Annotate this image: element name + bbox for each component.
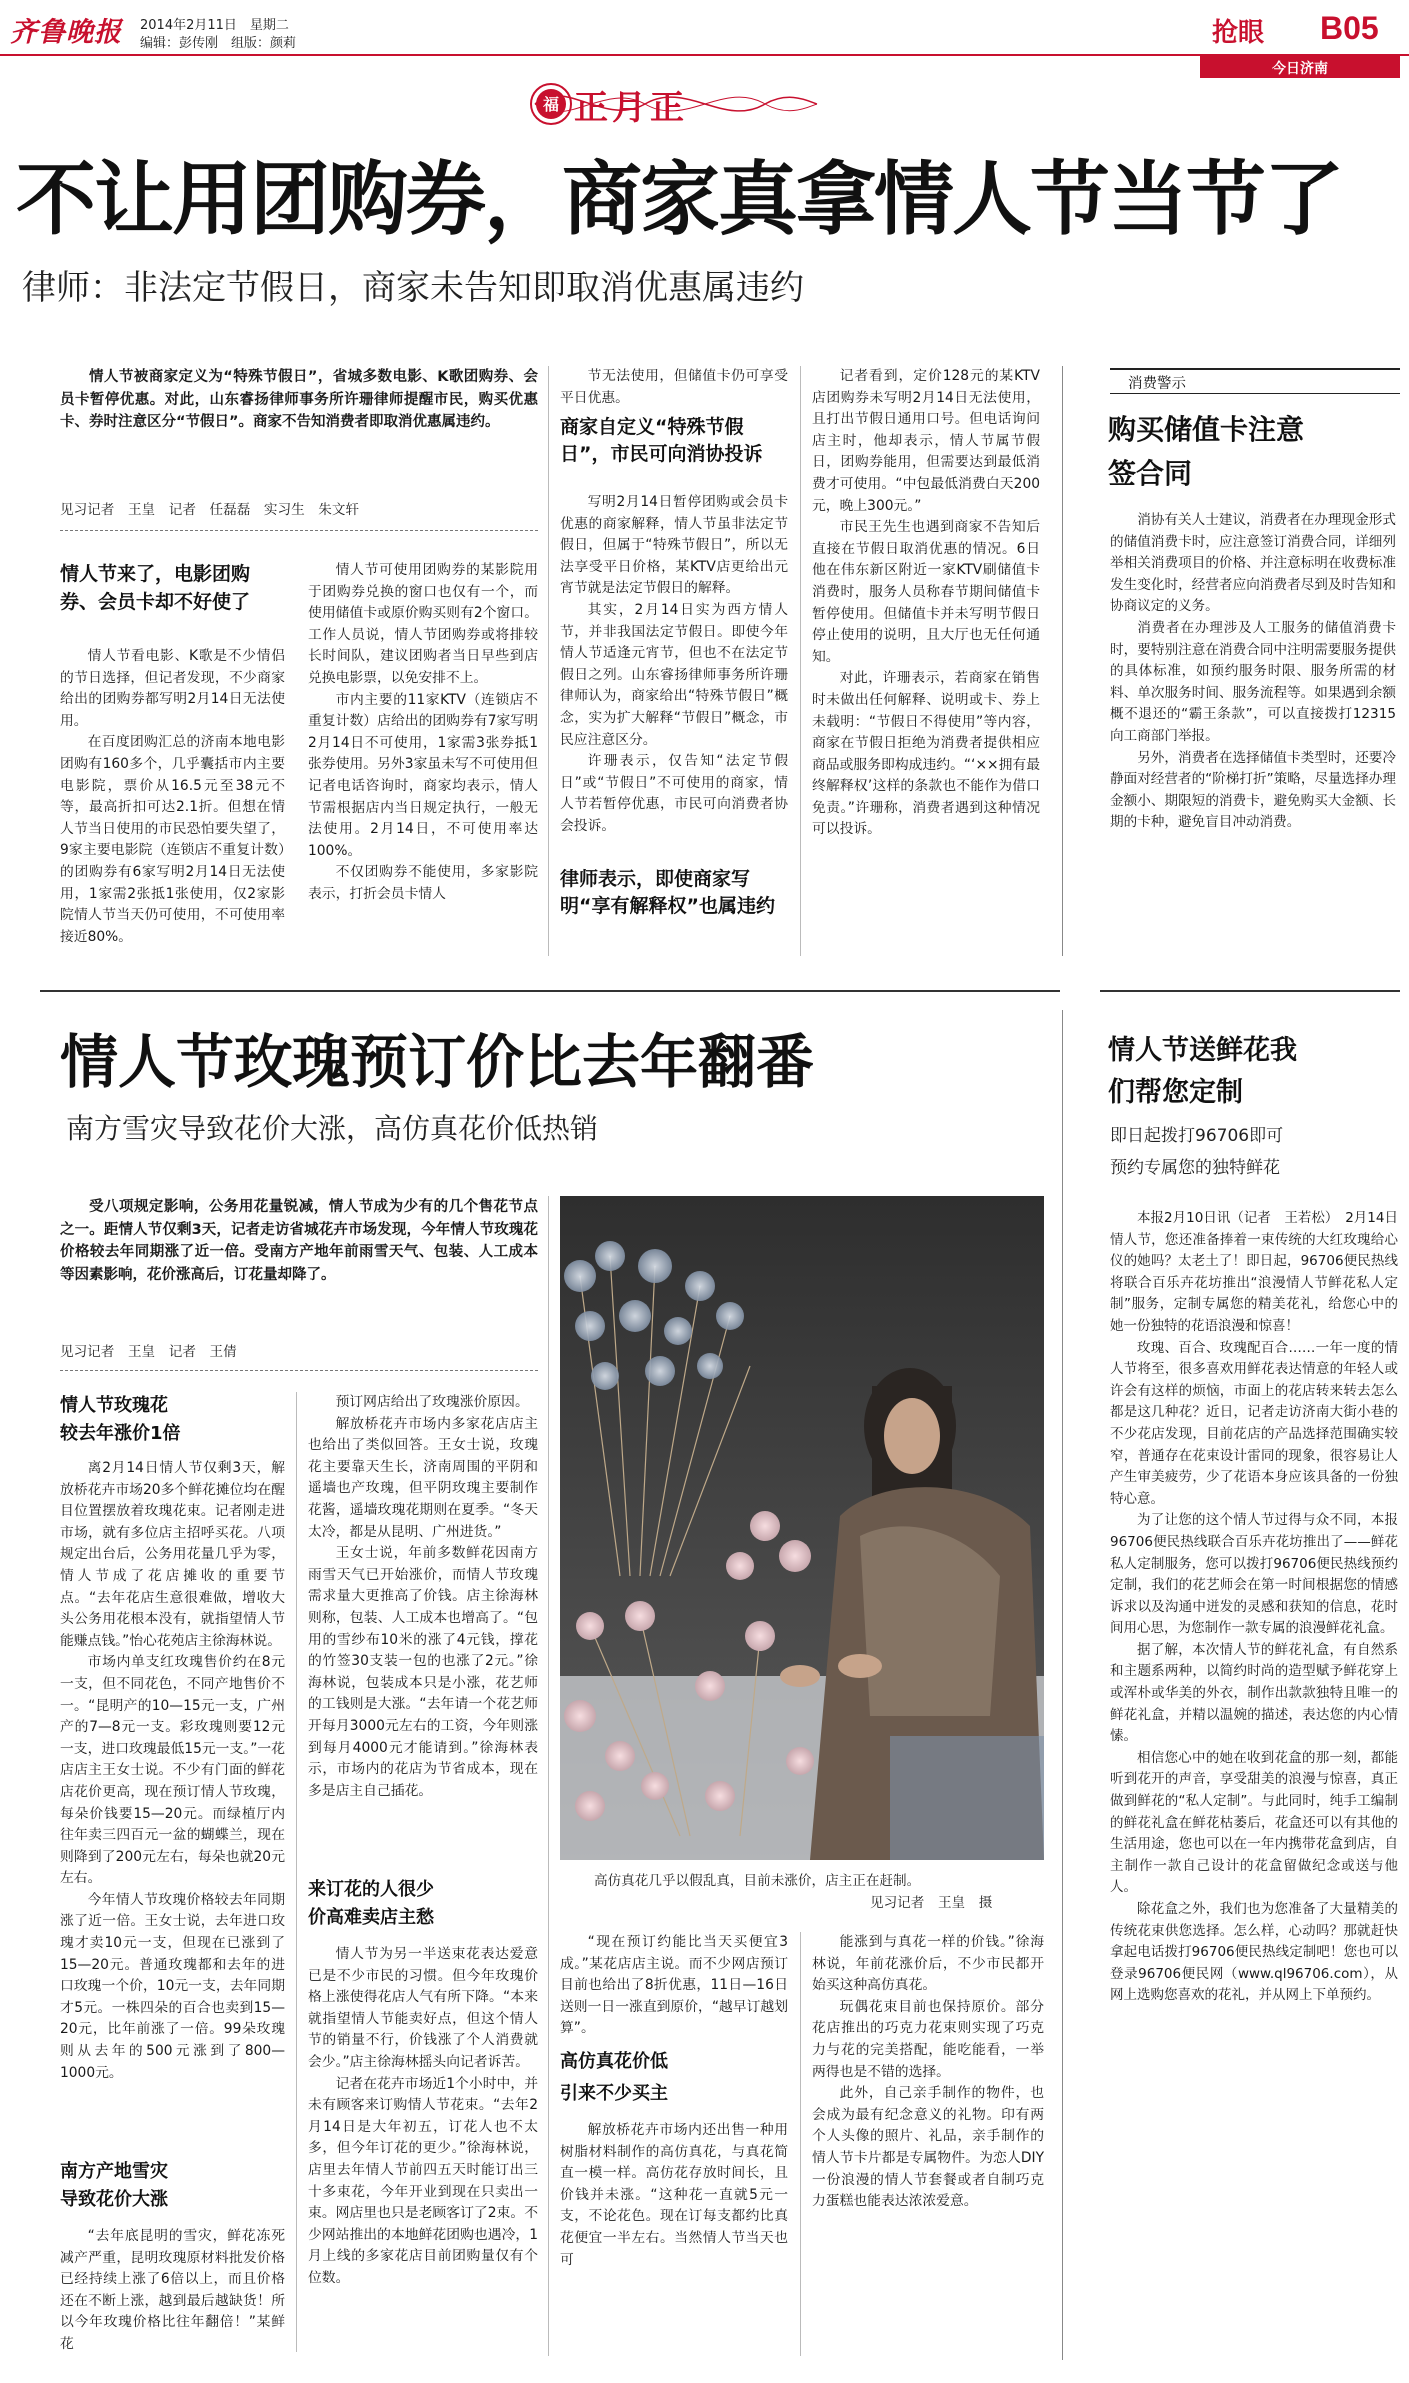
paragraph: 离2月14日情人节仅剩3天，解放桥花卉市场20多个鲜花摊位均在醒目位置摆放着玫瑰花束。记者刚走进市场，就有多位店主招呼买花。八项规定出台后，公务用花量几乎为零，情人节成了花店摊收的重要节点。“去年花店生意很难做，增收大头公务用花根本没有，就指望情人节能赚点钱。”怡心花苑店主徐海林说。 (60, 1460, 285, 1649)
sidebar1-title: 购买储值卡注意签合同 (1108, 413, 1305, 490)
story1-col3 (560, 492, 788, 838)
paragraph: 不仅团购券不能使用，多家影院表示，打折会员卡情人 (308, 864, 538, 902)
sidebar-section-divider (1100, 990, 1400, 992)
paragraph: 对此，许珊表示，若商家在销售时未做出任何解释、说明或卡、券上未载明：“节假日不得使用”等内容，商家在节假日拒绝为消费者提供相应商品或服务即构成违约。“‘××拥有最终解释权’这样的条款也不能作为借口免责。”许珊称，消费者遇到这种情况可以投诉。 (812, 670, 1040, 838)
story1-col1 (60, 646, 285, 948)
paragraph: 据了解，本次情人节的鲜花礼盒，有自然系和主题系两种，以简约时尚的造型赋予鲜花穿上或浑朴或华美的外衣，制作出款款独特且唯一的鲜花礼盒，并精以温婉的描述，表达您的内心情愫。 (1110, 1641, 1398, 1745)
florist-photo-illustration (560, 1196, 1044, 1860)
lead-divider (60, 530, 538, 531)
paragraph: 写明2月14日暂停团购或会员卡优惠的商家解释，情人节虽非法定节假日，但属于“特殊节假日”，所以无法享受平日价格，某KTV店更给出元宵节就是法定节假日的解释。 (560, 494, 788, 597)
story1-subhead-2: 商家自定义“特殊节假日”，市民可向消协投诉 (560, 416, 763, 465)
paragraph: 许珊表示，仅告知“法定节假日”或“节假日”不可使用的商家，情人节若暂停优惠，市民可向消费者协会投诉。 (560, 753, 788, 834)
issue-date: 2014年2月11日 星期二 (140, 18, 289, 33)
photo-caption: 高仿真花几乎以假乱真，目前未涨价，店主正在赶制。 (594, 1873, 921, 1889)
story2-col1 (60, 1458, 285, 2084)
story2-col1b (60, 2226, 285, 2356)
paragraph: 市民王先生也遇到商家不告知后直接在节假日取消优惠的情况。6日他在伟东新区附近一家KTV刷储值卡消费时，服务人员称春节期间储值卡暂停使用。但储值卡并未写明节假日停止使用的说明，且大厅也无任何通知。 (812, 519, 1040, 665)
paragraph: 王女士说，年前多数鲜花因南方雨雪天气已开始涨价，而情人节玫瑰需求量大更推高了价钱。店主徐海林则称，包装、人工成本也增高了。“包用的雪纱布10米的涨了4元钱，撑花的竹签30支装一包的也涨了2元。”徐海林说，包装成本只是小涨，花艺师的工钱则是大涨。“去年请一个花艺师开每月3000元左右的工资，今年则涨到每月4000元才能请到。”徐海林表示，市场内的花店为节省成本，现在多是店主自己插花。 (308, 1545, 538, 1799)
story1-col4 (812, 366, 1040, 841)
sidebar2-subtitle-2: 预约专属您的独特鲜花 (1110, 1158, 1280, 1178)
paragraph: 解放桥花卉市场内还出售一种用树脂材料制作的高仿真花，与真花简直一模一样。高仿花存放时间长，且价钱并未涨。“这种花一直就5元一支，不论花色。现在订每支都约比真花便宜一半左右。当然情人节当天也可 (560, 2122, 788, 2268)
paragraph: 今年情人节玫瑰价格较去年同期涨了近一倍。王女士说，去年进口玫瑰才卖10元一支，但现在已涨到了15—20元。普通玫瑰都和去年的进口玫瑰一个价，10元一支，去年同期才5元。一株四朵的百合也卖到15—20元，比年前涨了一倍。99朵玫瑰则从去年的500元涨到了800—1000元。 (60, 1891, 285, 2081)
paragraph: 此外，自己亲手制作的物件，也会成为最有纪念意义的礼物。印有两个人头像的照片、礼品，亲手制作的情人节卡片都是专属物件。为恋人DIY一份浪漫的情人节套餐或者自制巧克力蛋糕也能表达浓浓爱意。 (812, 2085, 1044, 2210)
paragraph: 预订网店给出了玫瑰涨价原因。 (335, 1394, 529, 1410)
story2-col2b (308, 1944, 538, 2290)
section-name: 抢眼 (1212, 18, 1265, 48)
story1-byline: 见习记者 王皇 记者 任磊磊 实习生 朱文轩 (60, 502, 360, 518)
story2-subhead-2a: 南方产地雪灾 (60, 2161, 168, 2182)
story1-col3-top (560, 366, 788, 409)
festival-title: 正月正 (574, 88, 688, 128)
story1-subhead-1: 情人节来了，电影团购券、会员卡却不好使了 (60, 563, 251, 613)
paragraph: 另外，消费者在选择储值卡类型时，还要冷静面对经营者的“阶梯打折”策略，尽量选择办理金额小、期限短的消费卡，避免购买大金额、长期的卡种，避免盲目冲动消费。 (1110, 749, 1396, 831)
paragraph: 本报2月10日讯（记者 王若松） 2月14日情人节，您还准备捧着一束传统的大红玫瑰给心仪的她吗？太老土了！即日起，96706便民热线将联合百乐卉花坊推出“浪漫情人节鲜花私人定制”服务，定制专属您的精美花礼，给您心中的她一份独特的花语浪漫和惊喜！ (1110, 1210, 1398, 1334)
paragraph: 除花盒之外，我们也为您准备了大量精美的传统花束供您选择。怎么样，心动吗？那就赶快拿起电话拨打96706便民热线定制吧！您也可以登录96706便民网（www.ql96706.com），从网上选购您喜欢的花礼，并从网上下单预约。 (1110, 1901, 1398, 2004)
story2-lead: 受八项规定影响，公务用花量锐减，情人节成为少有的几个售花节点之一。距情人节仅剩3天，记者走访省城花卉市场发现，今年情人节玫瑰花价格较去年同期涨了近一倍。受南方产地年前雨雪天气、包装、人工成本等因素影响，花价涨高后，订花量却降了。 (60, 1199, 538, 1283)
sidebar2-subtitle-1: 即日起拨打96706即可 (1110, 1126, 1284, 1146)
sidebar2-body (1110, 1208, 1398, 2007)
story2-subhead-3b: 价高难卖店主愁 (308, 1907, 434, 1928)
column-divider (296, 1392, 297, 2352)
paragraph: 在百度团购汇总的济南本地电影团购有160多个，几乎囊括市内主要电影院，票价从16.5元至38元不等，最高折扣可达2.1折。但想在情人节当日使用的市民恐怕要失望了，9家主要电影院（连锁店不重复计数）的团购券有6家写明2月14日无法使用，1家需2张抵1张使用，仅2家影院情人节当天仍可使用，不可使用率接近80%。 (60, 734, 285, 945)
story2-subhead-4b: 引来不少买主 (560, 2083, 668, 2104)
story2-subhead-2b: 导致花价大涨 (60, 2189, 168, 2210)
lead-divider (60, 1370, 538, 1371)
paragraph: 玩偶花束目前也保持原价。部分花店推出的巧克力花束则实现了巧克力与花的完美搭配，能吃能看，一举两得也是不错的选择。 (812, 1998, 1044, 2080)
paragraph: 情人节为另一半送束花表达爱意已是不少市民的习惯。但今年玫瑰价格上涨使得花店人气有所下降。“本来就指望情人节能卖好点，但这个情人节的销量不行，价钱涨了个人消费就会少。”店主徐海林摇头向记者诉苦。 (308, 1946, 538, 2070)
page-number: B05 (1320, 10, 1379, 46)
paragraph: 玫瑰、百合、玫瑰配百合……一年一度的情人节将至，很多喜欢用鲜花表达情意的年轻人或许会有这样的烦恼，市面上的花店转来转去怎么都是这几种花？近日，记者走访济南大街小巷的不少花店发现，目前花店的产品选择范围确实较窄，普通存在花束设计雷同的现象，很容易让人产生审美疲劳，少了花语本身应该具备的一份独特心意。 (1110, 1339, 1398, 1507)
story1-col2 (308, 560, 538, 906)
story1-headline: 不让用团购券，商家真拿情人节当节了 (16, 153, 1342, 246)
paragraph: 记者在花卉市场近1个小时中，并未有顾客来订购情人节花束。“去年2月14日是大年初五，订花人也不太多，但今年订花的更少。”徐海林说，店里去年情人节前四五天时能订出三十多束花，今年开业到现在只卖出一束。网店里也只是老顾客订了2束。不少网站推出的本地鲜花团购也遇冷，1月上线的多家花店目前团购量仅有个位数。 (308, 2075, 538, 2286)
paragraph: 相信您心中的她在收到花盒的那一刻，都能听到花开的声音，享受甜美的浪漫与惊喜，真正做到鲜花的“私人定制”。与此同时，纯手工编制的鲜花礼盒在鲜花枯萎后，花盒还可以有其他的生活用途，您也可以在一年内携带花盒到店，自主制作一款自己设计的花盒留做纪念或送与他人。 (1110, 1749, 1398, 1896)
fortune-stamp: 福 (542, 95, 559, 114)
column-name: 今日济南 (1272, 61, 1328, 77)
news-photo (560, 1196, 1044, 1860)
paragraph: 解放桥花卉市场内多家花店店主也给出了类似回答。王女士说，玫瑰花主要靠天生长，济南周围的平阴和遥墙也产玫瑰，但平阴玫瑰主要制作花酱，遥墙玫瑰花期则在夏季。“冬天太冷，都是从昆明、广州进货。” (308, 1415, 538, 1540)
story1-lead: 情人节被商家定义为“特殊节假日”，省城多数电影、K歌团购券、会员卡暂停优惠。对此，山东睿扬律师事务所许珊律师提醒市民，购买优惠卡、券时注意区分“节假日”。商家不告知消费者即取消优惠属违约。 (60, 369, 538, 430)
paragraph: 记者看到，定价128元的某KTV店团购券未写明2月14日无法使用，且打出节假日通用口号。但电话询问店主时，他却表示，情人节属节假日，团购券能用，但需要达到最低消费才可使用。“中包最低消费白天200元，晚上300元。” (812, 368, 1040, 514)
story1-subhead: 律师：非法定节假日，商家未告知即取消优惠属违约 (22, 268, 804, 308)
story2-subhead-4a: 高仿真花价低 (560, 2051, 668, 2072)
paragraph: 为了让您的这个情人节过得与众不同，本报96706便民热线联合百乐卉花坊推出了——鲜花私人定制服务，您可以拨打96706便民热线预约定制，我们的花艺师会在第一时间根据您的情感诉求以及沟通中迸发的灵感和获知的信息，花时间用心思，为您制作一款专属的浪漫鲜花礼盒。 (1110, 1512, 1398, 1637)
paragraph: 市场内单支红玫瑰售价约在8元一支，但不同花色，不同产地售价不一。“昆明产的10—15元一支，广州产的7—8元一支。彩玫瑰则要12元一支，进口玫瑰最低15元一支。”一花店店主王女士说。不少有门面的鲜花店花价更高，现在预订情人节玫瑰，每朵价钱要15—20元。而绿植厅内往年卖三四百元一盆的蝴蝶兰，现在则降到了200元左右，每朵也就20元左右。 (60, 1654, 285, 1887)
paragraph: 其实，2月14日实为西方情人节，并非我国法定节假日。即使今年情人节适逢元宵节，但也不在法定节假日之列。山东睿扬律师事务所许珊律师认为，商家给出“特殊节假日”概念，实为扩大解释“节假日”概念，市民应注意区分。 (560, 601, 788, 748)
story1-subhead-3: 律师表示，即使商家写明“享有解释权”也属违约 (560, 868, 775, 917)
paragraph: “现在预订约能比当天买便宜3成。”某花店店主说。而不少网店预订目前也给出了8折优惠，11日—16日送则一日一涨直到原价，“越早订越划算”。 (560, 1934, 788, 2037)
paragraph: 情人节可使用团购券的某影院用于团购券兑换的窗口也仅有一个，而使用储值卡或原价购买则有2个窗口。工作人员说，情人节团购券或将排较长时间队，建议团购者当日早些到店兑换电影票，以免安排不上。 (308, 562, 538, 686)
editor-credits: 编辑：彭传刚 组版：颜莉 (140, 36, 297, 51)
paragraph: 能涨到与真花一样的价钱。”徐海林说，年前花涨价后，不少市民都开始买这种高仿真花。 (812, 1934, 1044, 1994)
story2-col4 (812, 1932, 1044, 2213)
sidebar1-tag-label: 消费警示 (1124, 372, 1190, 393)
story2-subhead: 南方雪灾导致花价大涨，高仿真花价低热销 (66, 1112, 599, 1145)
column-divider (1062, 1010, 1063, 2360)
story2-col3 (560, 1932, 788, 2040)
column-divider (548, 1196, 549, 2356)
paragraph: 市内主要的11家KTV（连锁店不重复计数）店给出的团购券有7家写明2月14日不可使用，1家需3张券抵1张券使用。另外3家虽未写不可使用但记者电话咨询时，商家均表示，情人节需根据店内当日规定执行，一般无法使用。2月14日，不可使用率达100%。 (308, 691, 538, 859)
photo-credit: 见习记者 王皇 摄 (870, 1895, 993, 1911)
story2-col2 (308, 1392, 538, 1802)
paragraph: 消协有关人士建议，消费者在办理现金形式的储值消费卡时，应注意签订消费合同，详细列举相关消费项目的价格、并注意标明在收费标准发生变化时，经营者应向消费者尽到及时告知和协商议定的义务。 (1110, 512, 1396, 615)
paragraph: 情人节看电影、K歌是不少情侣的节日选择，但记者发现，不少商家给出的团购券都写明2月14日无法使用。 (60, 648, 285, 729)
sidebar1-body (1110, 510, 1396, 834)
story2-subhead-1b: 较去年涨价1倍 (60, 1423, 181, 1444)
column-divider (800, 366, 801, 956)
masthead-logo: 齐鲁晚报 (10, 17, 122, 48)
header-rule (0, 54, 1409, 56)
paragraph: “去年底昆明的雪灾，鲜花冻死减产严重，昆明玫瑰原材料批发价格已经持续上涨了6倍以上，而且价格还在不断上涨，越到最后越缺货！所以今年玫瑰价格比往年翻倍！”某鲜花 (60, 2228, 285, 2352)
story2-byline: 见习记者 王皇 记者 王倩 (60, 1344, 237, 1360)
column-divider (800, 1932, 801, 2356)
paragraph: 消费者在办理涉及人工服务的储值消费卡时，要特别注意在消费合同中注明需要服务提供的具体标准，如预约服务时限、服务所需的材料、单次服务时间、服务流程等。如果遇到余额概不退还的“霸王条款”，可以直接拨打12315向工商部门举报。 (1110, 619, 1396, 744)
story2-headline: 情人节玫瑰预订价比去年翻番 (60, 1028, 815, 1096)
paragraph: 节无法使用，但储值卡仍可享受平日优惠。 (560, 368, 788, 406)
sidebar2-title: 情人节送鲜花我们帮您定制 (1108, 1035, 1297, 1108)
story2-subhead-1a: 情人节玫瑰花 (60, 1395, 168, 1416)
section-divider (40, 990, 1060, 992)
story2-col3b (560, 2120, 788, 2271)
column-divider (548, 366, 549, 956)
column-divider (1062, 366, 1063, 956)
story2-subhead-3a: 来订花的人很少 (308, 1879, 434, 1900)
